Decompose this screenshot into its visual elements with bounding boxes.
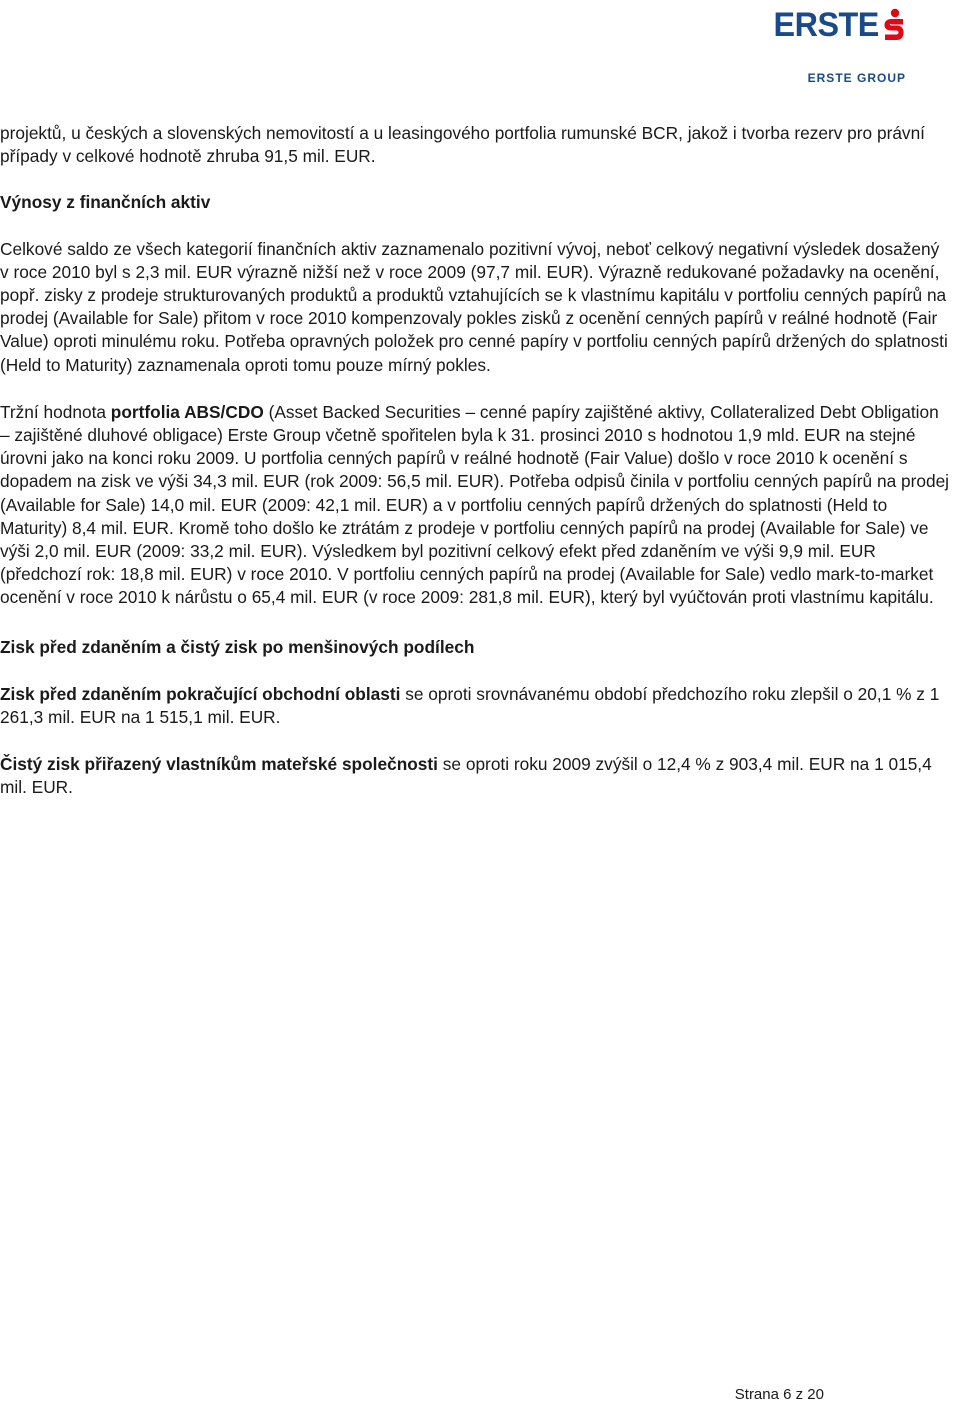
continuing-profit-text: se oproti srovnávanému období předchozího roku zlepšil o 20,1 % z 1 261,3 mil. EUR na 1 515,1 mil. EUR.	[0, 683, 940, 728]
logo-row	[768, 6, 906, 44]
logo-wordmark: ERSTE	[773, 6, 879, 44]
logo-group-text: ERSTE GROUP	[807, 71, 906, 85]
paragraph-financial-assets: Celkové saldo ze všech kategorií finančních aktiv zaznamenalo pozitivní vývoj, neboť celkový negativní výsledek dosažený v roce 2010 byl s 2,3 mil. EUR výrazně nižší než v roce 2009 (97,7 mil. EUR). Výrazně redukované požadavky na ocenění, popř. zisky z prodeje strukturovaných produktů a produktů vztahujících se k vlastnímu kapitálu v portfoliu cenných papírů na prodej (Available for Sale) přitom v roce 2010 kompenzovaly pokles zisků z ocenění cenných papírů v reálné hodnotě (Fair Value) oproti minulému roku. Potřeba opravných položek pro cenné papíry v portfoliu cenných papírů držených do splatnosti (Held to Maturity) zaznamenala oproti tomu pouze mírný pokles.	[0, 238, 948, 375]
paragraph-continuing-profit	[0, 683, 950, 729]
abs-text-post: (Asset Backed Securities – cenné papíry zajištěné aktivy, Collateralized Debt Obligation – zajištěné dluhové obligace) Erste Group včetně spořitelen byla k 31. prosinci 2010 s hodnotou 1,9 mld. EUR na stejné úrovni jako na konci roku 2009. U portfolia cenných papírů v reálné hodnotě (Fair Value) došlo v roce 2010 k ocenění s dopadem na zisk ve výši 34,3 mil. EUR (rok 2009: 56,5 mil. EUR). Potřeba odpisů činila v portfoliu cenných papírů na prodej (Available for Sale) 14,0 mil. EUR (2009: 42,1 mil. EUR) a v portfoliu cenných papírů držených do splatnosti (Held to Maturity) 8,4 mil. EUR. Kromě toho došlo ke ztrátám z prodeje v portfoliu cenných papírů na prodej (Available for Sale) ve výši 2,0 mil. EUR (2009: 33,2 mil. EUR). Výsledkem byl pozitivní celkový efekt před zdaněním ve výši 9,9 mil. EUR (předchozí rok: 18,8 mil. EUR) v roce 2010. V portfoliu cenných papírů na prodej (Available for Sale) vedlo mark-to-market ocenění v roce 2010 k nárůstu o 65,4 mil. EUR (v roce 2009: 281,8 mil. EUR), který byl vyúčtován proti vlastnímu kapitálu.	[0, 401, 950, 608]
sparkasse-s-icon	[882, 8, 906, 42]
page-number: Strana 6 z 20	[734, 1386, 824, 1403]
abs-text-pre: Tržní hodnota	[0, 401, 111, 422]
paragraph-intro: projektů, u českých a slovenských nemovitostí a u leasingového portfolia rumunské BCR, jakož i tvorba rezerv pro právní případy v celkové hodnotě zhruba 91,5 mil. EUR.	[0, 123, 925, 167]
heading-profit: Zisk před zdaněním a čistý zisk po menšinových podílech	[0, 636, 475, 657]
paragraph-abs-cdo	[0, 401, 950, 610]
heading-financial-assets: Výnosy z finančních aktiv	[0, 192, 211, 213]
paragraph-net-profit	[0, 753, 950, 799]
net-profit-text: se oproti roku 2009 zvýšil o 12,4 % z 903,4 mil. EUR na 1 015,4 mil. EUR.	[0, 754, 932, 798]
net-profit-bold: Čistý zisk přiřazený vlastníkům mateřské společnosti	[0, 754, 438, 775]
document-body	[0, 122, 950, 800]
erste-group-logo	[746, 2, 906, 88]
abs-text-bold: portfolia ABS/CDO	[110, 401, 264, 422]
continuing-profit-bold: Zisk před zdaněním pokračující obchodní oblasti	[0, 683, 401, 704]
